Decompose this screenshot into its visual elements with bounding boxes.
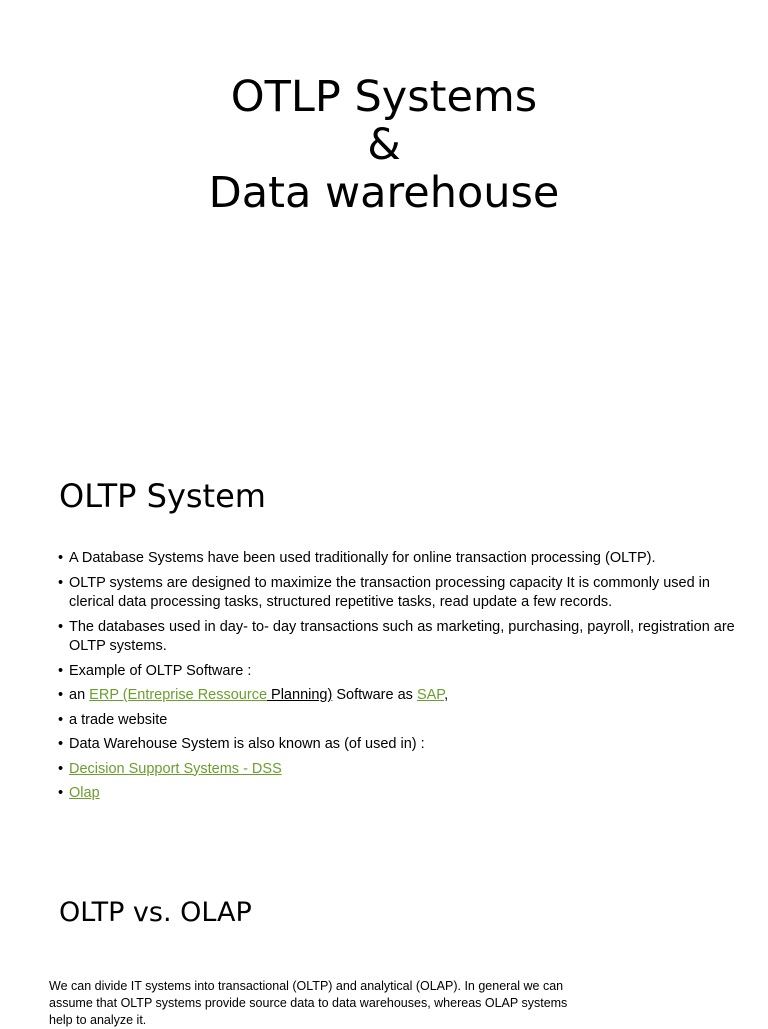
title-line-3: Data warehouse <box>208 168 560 218</box>
list-item <box>58 686 738 706</box>
oltp-system-heading: OLTP System <box>59 477 266 515</box>
oltp-olap-paragraph: We can divide IT systems into transactional (OLTP) and analytical (OLAP). In general we can assume that OLTP systems provide source data to data warehouses, whereas OLAP systems help to analyze it. <box>49 979 568 1027</box>
bullet-text: OLTP systems are designed to maximize the transaction processing capacity It is commonly used in clerical data processing tasks, structured repetitive tasks, read update a few records. <box>69 574 710 610</box>
erp-link[interactable]: ERP (Entreprise Ressource <box>89 687 268 703</box>
slide-title <box>0 73 768 217</box>
title-line-2: & <box>367 120 401 170</box>
planning-link[interactable]: Planning) <box>267 687 333 703</box>
oltp-vs-olap-heading: OLTP vs. OLAP <box>59 897 252 928</box>
bullet-text: Example of OLTP Software : <box>69 662 252 679</box>
bullet-text: The databases used in day- to- day transactions such as marketing, purchasing, payroll, registration are OLTP systems. <box>69 618 735 654</box>
bullet-suffix: , <box>444 687 449 703</box>
sap-link[interactable]: SAP <box>416 687 445 703</box>
list-item <box>58 549 738 569</box>
list-item <box>58 662 738 682</box>
bullet-prefix: an <box>69 687 90 703</box>
bullet-middle: Software as <box>332 687 417 703</box>
dss-link[interactable]: Decision Support Systems - DSS <box>69 760 282 777</box>
list-item <box>58 784 738 804</box>
list-item <box>58 760 738 780</box>
list-item <box>58 711 738 731</box>
bullet-text: A Database Systems have been used traditionally for online transaction processing (OLTP). <box>69 550 656 566</box>
bullet-text: Data Warehouse System is also known as (of used in) : <box>69 736 425 752</box>
oltp-bullet-list <box>58 549 738 809</box>
title-line-1: OTLP Systems <box>230 72 538 122</box>
list-item <box>58 735 738 755</box>
olap-link[interactable]: Olap <box>69 785 100 801</box>
list-item <box>58 618 738 657</box>
list-item <box>58 574 738 613</box>
bullet-text: a trade website <box>69 711 168 728</box>
